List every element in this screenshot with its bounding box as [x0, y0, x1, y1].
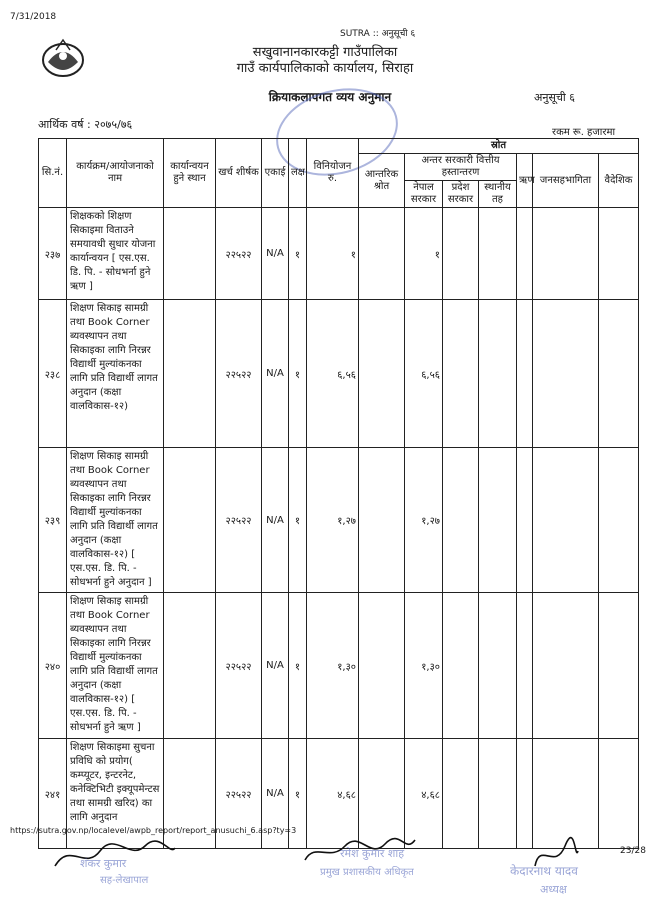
report-url[interactable]: https://sutra.gov.np/localevel/awpb_report/report_anusuchi_6.asp?ty=3	[10, 826, 297, 835]
header-province-gov: प्रदेश सरकार	[443, 181, 479, 208]
row-public-participation	[533, 593, 599, 739]
expense-table	[38, 138, 639, 849]
row-loan	[517, 448, 533, 593]
row-sn: २४०	[39, 593, 67, 739]
row-expense-code: २२५२२	[216, 208, 262, 300]
row-location	[164, 593, 216, 739]
row-sn: २४१	[39, 739, 67, 849]
header-source: स्रोत	[359, 139, 639, 154]
row-program-name: शिक्षण सिकाइ सामग्री तथा Book Corner ब्यवस्थापन तथा सिकाइका लागि निरन्नर विद्यार्थी मुल्यांकनका लागि प्रति विद्यार्थी लागत अनुदान (कक्षा वालविकास-१२)	[67, 300, 164, 448]
table-row	[39, 593, 639, 739]
row-loan	[517, 208, 533, 300]
org-name-line2: गाउँ कार्यपालिकाको कार्यालय, सिराहा	[236, 61, 414, 76]
row-internal	[359, 593, 405, 739]
amount-unit: रकम रू. हजारमा	[552, 127, 616, 138]
row-allocation: ४,६८	[307, 739, 359, 849]
header-intergov: अन्तर सरकारी वित्तीय हस्तान्तरण	[405, 154, 517, 181]
page-number: 23/28	[620, 846, 646, 856]
header-foreign: वैदेशिक	[599, 154, 639, 208]
row-program-name: शिक्षण सिकाइ सामग्री तथा Book Corner ब्यवस्थापन तथा सिकाइका लागि निरन्नर विद्यार्थी मुल्यांकनका लागि प्रति विद्यार्थी लागत अनुदान (कक्षा वालविकास-१२) [ एस.एस. डि. पि. - सोधभर्ना हुने अनुदान ]	[67, 448, 164, 593]
header-local-level: स्थानीय तह	[479, 181, 517, 208]
row-province-gov	[443, 739, 479, 849]
signature-1-title: सह-लेखापाल	[100, 875, 149, 886]
row-target: १	[289, 448, 307, 593]
row-internal	[359, 448, 405, 593]
header-program: कार्यक्रम/आयोजनाको नाम	[67, 139, 164, 208]
row-local-level	[479, 208, 517, 300]
row-target: १	[289, 208, 307, 300]
row-expense-code: २२५२२	[216, 739, 262, 849]
row-foreign	[599, 448, 639, 593]
row-loan	[517, 593, 533, 739]
signature-2-name: रमेश कुमार शाह	[340, 847, 405, 860]
system-label: SUTRA :: अनुसूची ६	[340, 29, 416, 39]
row-location	[164, 208, 216, 300]
header-unit: एकाई	[262, 139, 289, 208]
header-loan: ऋण	[517, 154, 533, 208]
row-nepal-gov: १	[405, 208, 443, 300]
row-province-gov	[443, 300, 479, 448]
header-internal: आन्तरिक श्रोत	[359, 154, 405, 208]
row-location	[164, 300, 216, 448]
row-province-gov	[443, 208, 479, 300]
row-unit: N/A	[262, 208, 289, 300]
row-sn: २३९	[39, 448, 67, 593]
row-nepal-gov: १,३०	[405, 593, 443, 739]
row-unit: N/A	[262, 739, 289, 849]
fiscal-year: आर्थिक वर्ष : २०७५/७६	[38, 118, 133, 131]
org-name-line1: सखुवानानकारकट्टी गाउँपालिका	[252, 45, 398, 60]
annex-label: अनुसूची ६	[534, 91, 575, 104]
signature-2-title: प्रमुख प्रशासकीय अधिकृत	[320, 867, 414, 878]
header-location: कार्यान्वयन हुने स्थान	[164, 139, 216, 208]
row-local-level	[479, 300, 517, 448]
print-date: 7/31/2018	[10, 12, 57, 22]
row-internal	[359, 300, 405, 448]
row-foreign	[599, 593, 639, 739]
row-internal	[359, 208, 405, 300]
row-public-participation	[533, 300, 599, 448]
row-unit: N/A	[262, 593, 289, 739]
report-title: क्रियाकलापगत व्यय अनुमान	[268, 90, 392, 104]
signature-3-title: अध्यक्ष	[540, 883, 567, 896]
table-row	[39, 208, 639, 300]
header-sn: सि.नं.	[39, 139, 67, 208]
row-foreign	[599, 208, 639, 300]
row-allocation: ६,५६	[307, 300, 359, 448]
row-province-gov	[443, 593, 479, 739]
row-target: १	[289, 739, 307, 849]
row-nepal-gov: ६,५६	[405, 300, 443, 448]
row-loan	[517, 300, 533, 448]
row-local-level	[479, 593, 517, 739]
row-allocation: १,२७	[307, 448, 359, 593]
header-expense-code: खर्च शीर्षक	[216, 139, 262, 208]
row-target: १	[289, 300, 307, 448]
row-province-gov	[443, 448, 479, 593]
row-foreign	[599, 300, 639, 448]
row-program-name: शिक्षण सिकाइमा सुचना प्रविधि को प्रयोग( कम्प्यूटर, इन्टरनेट, कनेक्टिभिटी इक्यूपमेन्टस तथा सामग्री खरिद) का लागि अनुदान	[67, 739, 164, 849]
row-location	[164, 448, 216, 593]
row-public-participation	[533, 448, 599, 593]
row-expense-code: २२५२२	[216, 300, 262, 448]
header-nepal-gov: नेपाल सरकार	[405, 181, 443, 208]
row-expense-code: २२५२२	[216, 448, 262, 593]
header-target: लक्ष	[289, 139, 307, 208]
row-nepal-gov: ४,६८	[405, 739, 443, 849]
row-program-name: शिक्षण सिकाइ सामग्री तथा Book Corner ब्यवस्थापन तथा सिकाइका लागि निरन्नर विद्यार्थी मुल्यांकनका लागि प्रति विद्यार्थी लागत अनुदान (कक्षा वालविकास-१२) [ एस.एस. डि. पि. - सोधभर्ना हुने ऋण ]	[67, 593, 164, 739]
row-sn: २३८	[39, 300, 67, 448]
table-row	[39, 448, 639, 593]
row-unit: N/A	[262, 448, 289, 593]
header-allocation: विनियोजन रु.	[307, 139, 359, 208]
row-public-participation	[533, 208, 599, 300]
row-expense-code: २२५२२	[216, 593, 262, 739]
signature-1-name: शंकर कुमार	[80, 857, 127, 870]
row-nepal-gov: १,२७	[405, 448, 443, 593]
row-allocation: १,३०	[307, 593, 359, 739]
table-row	[39, 300, 639, 448]
row-sn: २३७	[39, 208, 67, 300]
row-allocation: १	[307, 208, 359, 300]
row-target: १	[289, 593, 307, 739]
row-loan	[517, 739, 533, 849]
row-local-level	[479, 739, 517, 849]
row-foreign	[599, 739, 639, 849]
government-emblem-icon	[40, 36, 86, 80]
row-program-name: शिक्षकको शिक्षण सिकाइमा विताउने समयावधी सुधार योजना कार्यान्वयन [ एस.एस. डि. पि. - सोधभर्ना हुने ऋण ]	[67, 208, 164, 300]
row-public-participation	[533, 739, 599, 849]
row-local-level	[479, 448, 517, 593]
header-public-participation: जनसहभागिता	[533, 154, 599, 208]
row-unit: N/A	[262, 300, 289, 448]
signature-3-name: केदारनाथ यादव	[510, 864, 578, 878]
